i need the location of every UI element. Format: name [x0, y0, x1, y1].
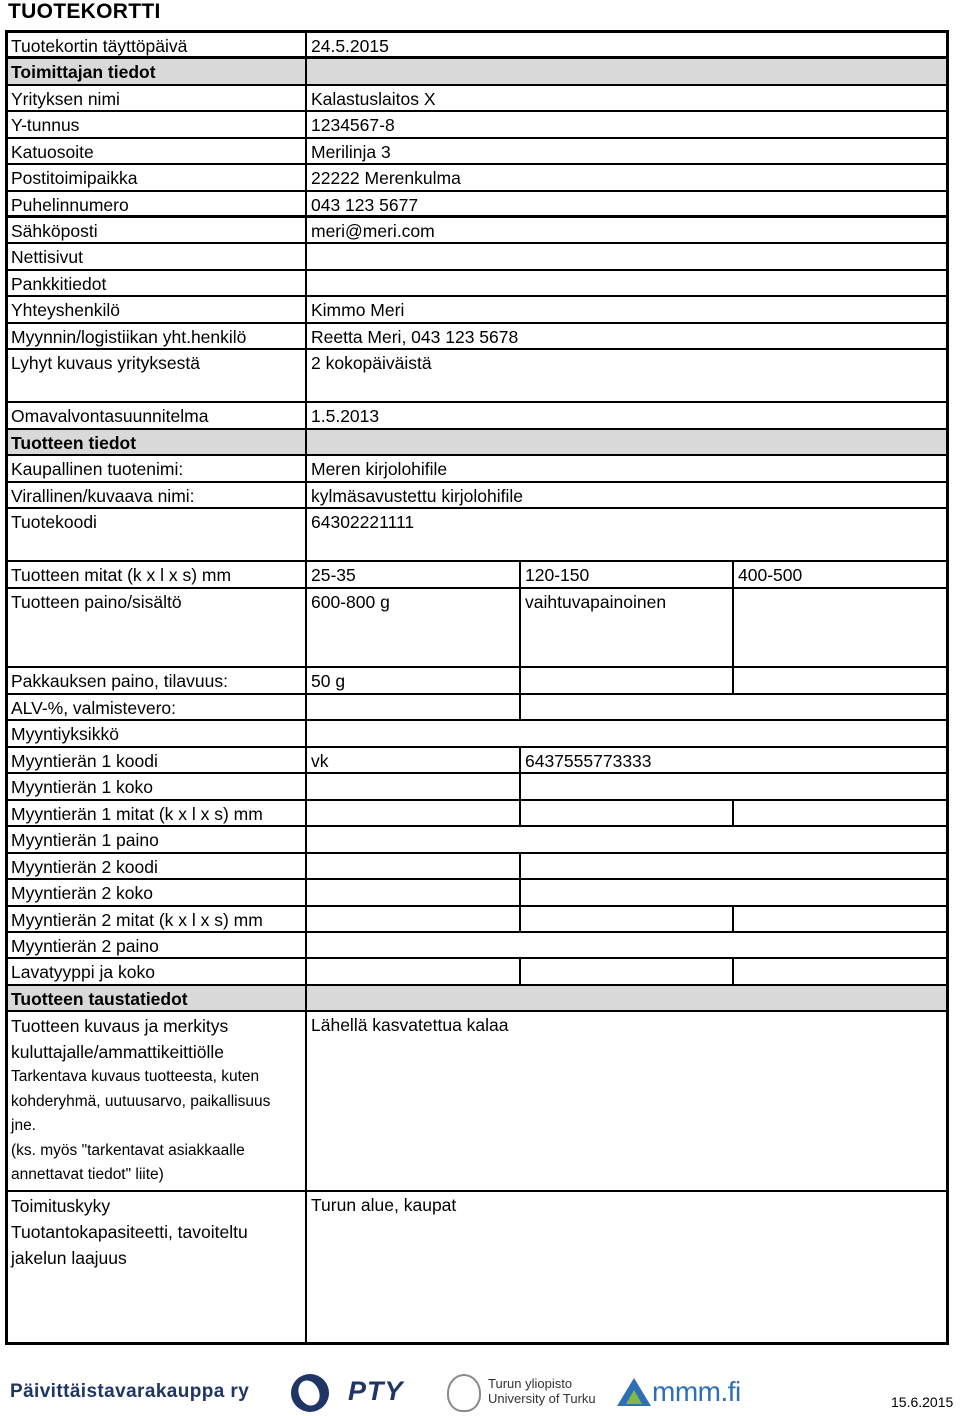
- field-label: Katuosoite: [8, 139, 307, 163]
- field-value[interactable]: 043 123 5677: [311, 195, 419, 215]
- empty-cell: [307, 430, 946, 454]
- field-label: Tuotteen mitat (k x l x s) mm: [8, 562, 307, 587]
- dimension-height[interactable]: 25-35: [307, 562, 521, 587]
- field-value[interactable]: Kalastuslaitos X: [311, 89, 436, 109]
- table-row: [8, 483, 946, 509]
- mmm-logo: mmm.fi: [652, 1376, 741, 1407]
- pty-logo: PTY: [348, 1376, 404, 1406]
- field-label: Y-tunnus: [8, 112, 307, 137]
- empty-cell[interactable]: [307, 801, 521, 825]
- description-hint-line: kohderyhmä, uutuusarvo, paikallisuus: [11, 1092, 271, 1110]
- delivery-value[interactable]: Turun alue, kaupat: [311, 1195, 457, 1215]
- table-row: [8, 827, 946, 854]
- empty-cell[interactable]: [521, 880, 946, 905]
- field-value[interactable]: Merilinja 3: [311, 142, 391, 162]
- package-weight-value[interactable]: 50 g: [307, 668, 521, 693]
- field-value[interactable]: [307, 244, 946, 269]
- background-section-header: Tuotteen taustatiedot: [8, 986, 307, 1010]
- section-header-row: [8, 59, 946, 86]
- field-label: Nettisivut: [8, 244, 307, 269]
- field-label: ALV-%, valmistevero:: [8, 695, 307, 719]
- delivery-label-line: Tuotantokapasiteetti, tavoiteltu: [11, 1222, 248, 1242]
- dimension-width[interactable]: 400-500: [738, 565, 803, 585]
- table-row: [8, 324, 946, 350]
- field-label: Pankkitiedot: [8, 271, 307, 295]
- table-row: [8, 959, 946, 986]
- empty-cell[interactable]: [307, 774, 521, 799]
- empty-cell[interactable]: [521, 774, 946, 799]
- sales-unit-1-code[interactable]: 6437555773333: [525, 751, 652, 771]
- empty-cell[interactable]: [307, 907, 521, 931]
- table-row: [8, 139, 946, 165]
- footer-date: 15.6.2015: [891, 1394, 954, 1410]
- description-label: [8, 1012, 307, 1190]
- table-row: [8, 271, 946, 297]
- field-label: Myyntierän 2 mitat (k x l x s) mm: [8, 907, 307, 931]
- delivery-label: [8, 1192, 307, 1342]
- field-value[interactable]: Meren kirjolohifile: [311, 459, 448, 479]
- table-row: [8, 668, 946, 695]
- field-label: Lavatyyppi ja koko: [8, 959, 307, 984]
- table-row: [8, 192, 946, 218]
- table-row: [8, 297, 946, 324]
- table-row: [8, 1192, 946, 1342]
- field-label: Myyntierän 1 koodi: [8, 748, 307, 772]
- empty-cell[interactable]: [521, 907, 734, 931]
- turku-logo-line: Turun yliopisto: [488, 1376, 573, 1391]
- field-label: Myynnin/logistiikan yht.henkilö: [8, 324, 307, 348]
- description-hint-line: (ks. myös "tarkentavat asiakkaalle: [11, 1141, 245, 1159]
- field-label: Myyntierän 1 mitat (k x l x s) mm: [8, 801, 307, 825]
- page-title: TUOTEKORTTI: [8, 0, 161, 23]
- table-row: [8, 801, 946, 827]
- empty-cell[interactable]: [307, 959, 521, 984]
- table-row: [8, 218, 946, 244]
- field-value[interactable]: 22222 Merenkulma: [311, 168, 461, 188]
- field-value[interactable]: Kimmo Meri: [311, 300, 405, 320]
- table-row: [8, 589, 946, 668]
- field-value[interactable]: 64302221111: [311, 512, 415, 532]
- turku-logo-line: University of Turku: [488, 1391, 596, 1406]
- description-label-line: Tuotteen kuvaus ja merkitys: [11, 1016, 229, 1036]
- field-label: Lyhyt kuvaus yrityksestä: [8, 350, 307, 401]
- footer: [0, 1366, 960, 1416]
- table-row: [8, 350, 946, 403]
- empty-cell[interactable]: [307, 880, 521, 905]
- table-row: [8, 695, 946, 721]
- field-label: Myyntiyksikkö: [8, 721, 307, 746]
- description-label-line: kuluttajalle/ammattikeittiölle: [11, 1042, 225, 1062]
- field-label: Pakkauksen paino, tilavuus:: [8, 668, 307, 693]
- mmm-logo-icon: [617, 1378, 651, 1406]
- product-card-table: [5, 30, 949, 1345]
- table-row: [8, 748, 946, 774]
- description-hint-line: annettavat tiedot" liite): [11, 1166, 164, 1183]
- field-label: Myyntierän 1 koko: [8, 774, 307, 799]
- table-row: [8, 509, 946, 562]
- field-label: Tuotekoodi: [8, 509, 307, 560]
- weight-type[interactable]: vaihtuvapainoinen: [521, 589, 734, 666]
- field-label: Sähköposti: [8, 218, 307, 242]
- table-row: [8, 244, 946, 271]
- empty-cell[interactable]: [521, 854, 946, 878]
- fill-date-value[interactable]: 24.5.2015: [311, 36, 389, 56]
- table-row: [8, 456, 946, 483]
- empty-cell[interactable]: [307, 933, 946, 957]
- table-row: [8, 880, 946, 907]
- pty-logo-icon: [291, 1374, 329, 1412]
- empty-cell[interactable]: [307, 854, 521, 878]
- table-row: [8, 854, 946, 880]
- delivery-label-line: jakelun laajuus: [11, 1248, 127, 1268]
- delivery-label-line: Toimituskyky: [11, 1196, 111, 1216]
- description-value[interactable]: Lähellä kasvatettua kalaa: [311, 1015, 509, 1035]
- field-value[interactable]: kylmäsavustettu kirjolohifile: [311, 486, 524, 506]
- empty-cell[interactable]: [734, 959, 946, 984]
- field-label: Myyntierän 2 koodi: [8, 854, 307, 878]
- field-label: Myyntierän 1 paino: [8, 827, 307, 852]
- table-row: [8, 165, 946, 192]
- field-label: Puhelinnumero: [8, 192, 307, 215]
- table-row: [8, 86, 946, 112]
- empty-cell[interactable]: [734, 589, 946, 666]
- description-hint-line: jne.: [11, 1117, 36, 1134]
- weight-value[interactable]: 600-800 g: [307, 589, 521, 666]
- field-value[interactable]: meri@meri.com: [311, 221, 435, 241]
- supplier-section-header: Toimittajan tiedot: [8, 59, 307, 84]
- empty-cell[interactable]: [307, 827, 946, 852]
- empty-cell: [307, 59, 946, 84]
- dimension-length[interactable]: 120-150: [521, 562, 734, 587]
- table-row: [8, 112, 946, 139]
- table-row: [8, 721, 946, 748]
- empty-cell: [307, 986, 946, 1010]
- field-value[interactable]: 1234567-8: [311, 115, 395, 135]
- field-label: Yrityksen nimi: [8, 86, 307, 110]
- field-value[interactable]: 2 kokopäiväistä: [311, 353, 432, 373]
- table-row: [8, 403, 946, 430]
- field-label: Omavalvontasuunnitelma: [8, 403, 307, 428]
- field-label: Kaupallinen tuotenimi:: [8, 456, 307, 481]
- empty-cell[interactable]: [734, 907, 946, 931]
- table-row: [8, 33, 946, 59]
- empty-cell[interactable]: [734, 668, 946, 693]
- section-header-row: [8, 430, 946, 456]
- field-label: Postitoimipaikka: [8, 165, 307, 190]
- field-value[interactable]: Reetta Meri, 043 123 5678: [311, 327, 519, 347]
- empty-cell[interactable]: [521, 801, 734, 825]
- product-section-header: Tuotteen tiedot: [8, 430, 307, 454]
- empty-cell[interactable]: [307, 721, 946, 746]
- table-row: [8, 1012, 946, 1192]
- fill-date-label: Tuotekortin täyttöpäivä: [8, 33, 307, 56]
- turku-logo: [488, 1376, 596, 1406]
- sales-unit-1-type[interactable]: vk: [307, 748, 521, 772]
- table-row: [8, 774, 946, 801]
- section-header-row: [8, 986, 946, 1012]
- field-label: Myyntierän 2 paino: [8, 933, 307, 957]
- field-label: Virallinen/kuvaava nimi:: [8, 483, 307, 507]
- table-row: [8, 562, 946, 589]
- empty-cell[interactable]: [521, 695, 946, 719]
- field-label: Yhteyshenkilö: [8, 297, 307, 322]
- table-row: [8, 907, 946, 933]
- table-row: [8, 933, 946, 959]
- empty-cell[interactable]: [307, 695, 521, 719]
- description-hint-line: Tarkentava kuvaus tuotteesta, kuten: [11, 1068, 260, 1085]
- turku-emblem-icon: [447, 1374, 481, 1412]
- empty-cell[interactable]: [734, 801, 946, 825]
- field-label: Tuotteen paino/sisältö: [8, 589, 307, 666]
- field-value[interactable]: [307, 271, 946, 295]
- empty-cell[interactable]: [521, 959, 734, 984]
- field-label: Myyntierän 2 koko: [8, 880, 307, 905]
- ptv-logo: Päivittäistavarakauppa ry: [10, 1381, 250, 1402]
- field-value[interactable]: 1.5.2013: [311, 406, 380, 426]
- empty-cell[interactable]: [521, 668, 734, 693]
